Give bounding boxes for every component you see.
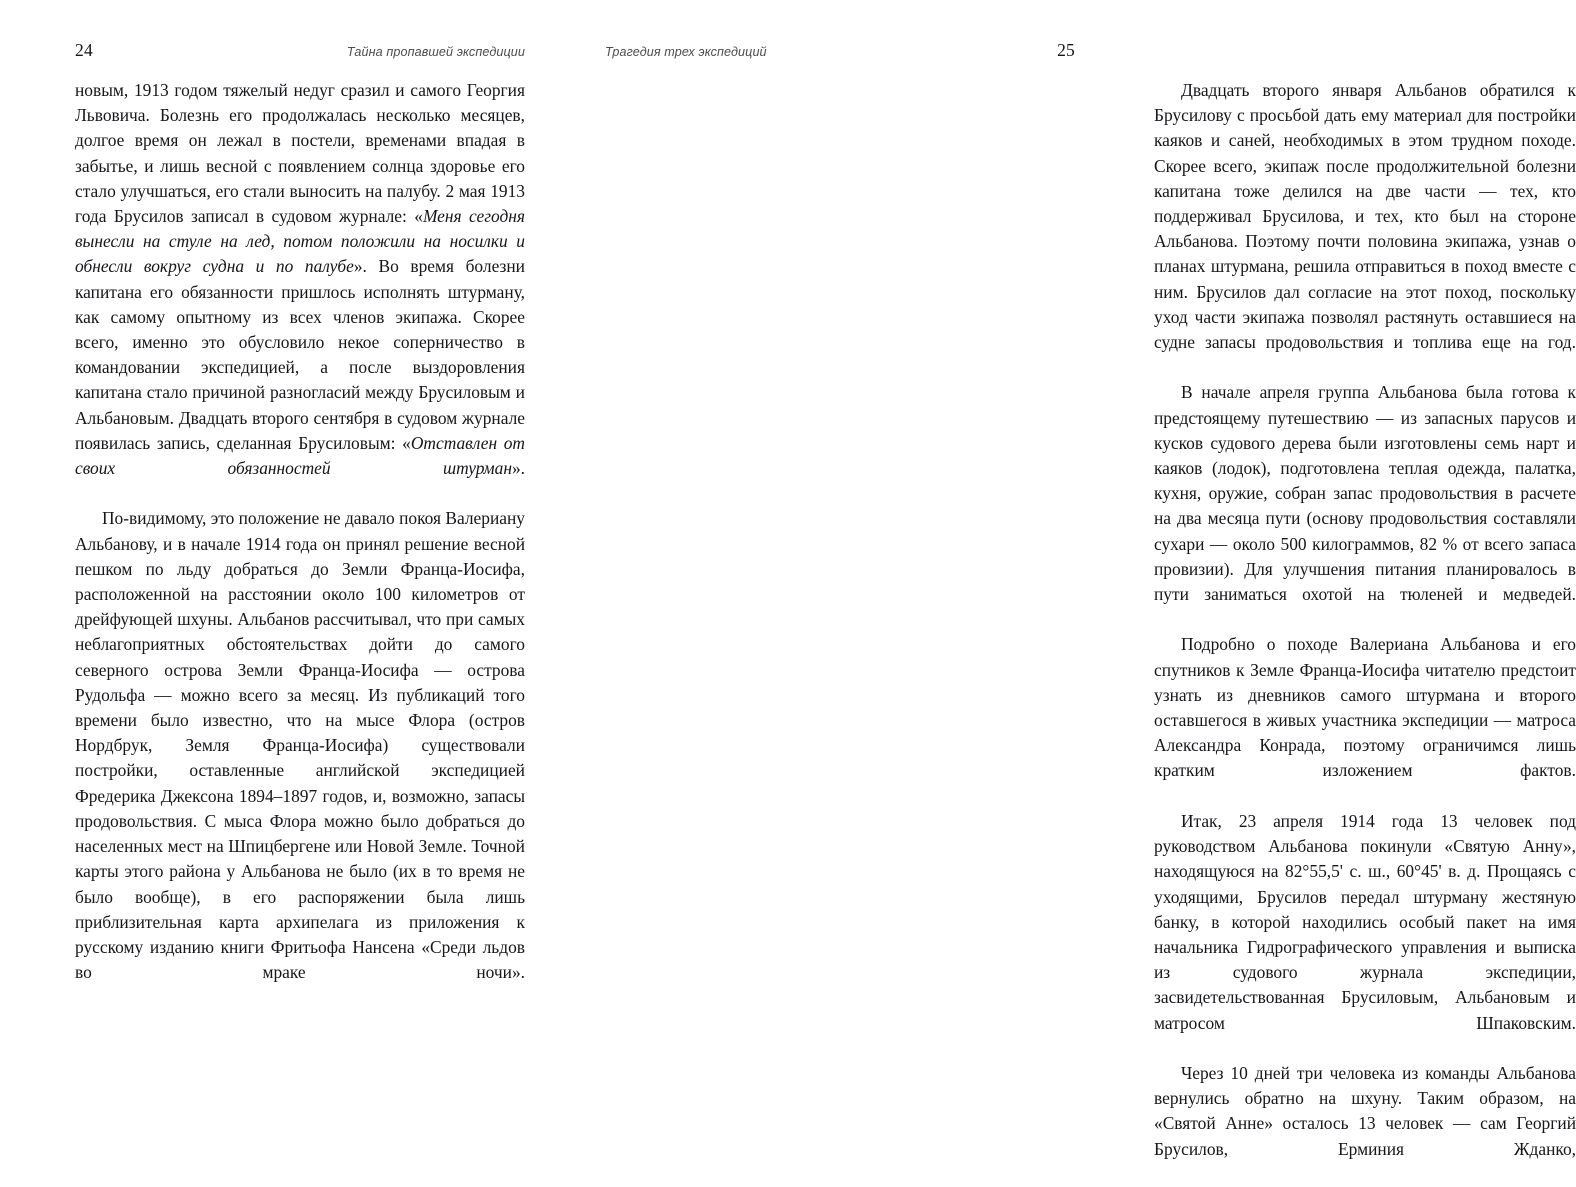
paragraph: новым, 1913 годом тяжелый недуг сразил и самого Георгия Львовича. Болезнь его продолжалась несколько месяцев, долгое время он лежал в постели, временами впадая в забытье, и лишь весной с появлением солнца здоровье его стало улучшаться, его стали выносить на палубу. 2 мая 1913 года Брусилов записал в судовом журнале: «Меня сегодня вынесли на стуле на лед, потом положили на носилки и обнесли вокруг судна и по палубе». Во время болезни капитана его обязанности пришлось исполнять штурману, как самому опытному из всех членов экипажа. Скорее всего, именно это обусловило некое соперничество в командовании экспедицией, а после выздоровления капитана стало причиной разногласий между Брусиловым и Альбановым. Двадцать второго сентября в судовом журнале появилась запись, сделанная Брусиловым: «Отставлен от своих обязанностей штурман». bbox=[75, 80, 525, 479]
page-right bbox=[550, 0, 1576, 1159]
quoted-italic-text: Отставлен от своих обязанностей штурман bbox=[75, 432, 525, 479]
running-head-left bbox=[75, 40, 525, 62]
running-title-right: Трагедия трех экспедиций bbox=[605, 45, 767, 59]
folio-right: 25 bbox=[1057, 40, 1075, 60]
paragraph: В начале апреля группа Альбанова была готова к предстоящему путешествию — из запасных парусов и кусков судового дерева были изготовлены семь нарт и каяков (лодок), подготовлена теплая одежда, палатка, кухня, оружие, собран запас продовольствия в расчете на два месяца пути (основу продовольствия составляли сухари — около 500 килограммов, 82 % от всего запаса провизии). Для улучшения питания планировалось в пути заниматься охотой на тюленей и медведей. bbox=[1154, 382, 1576, 605]
folio-left: 24 bbox=[75, 40, 93, 60]
quoted-italic-text: Меня сегодня вынесли на стуле на лед, потом положили на носилки и обнесли вокруг судна и по палубе bbox=[75, 206, 525, 277]
paragraph: Через 10 дней три человека из команды Альбанова вернулись обратно на шхуну. Таким образом, на «Святой Анне» осталось 13 человек — сам Георгий Брусилов, Ерминия Жданко, bbox=[1154, 1062, 1576, 1159]
paragraph: Итак, 23 апреля 1914 года 13 человек под руководством Альбанова покинули «Святую Анну», находящуюся на 82°55,5' с. ш., 60°45' в. д. Прощаясь с уходящими, Брусилов передал штурману жестяную банку, в которой находились особый пакет на имя начальника Гидрографического управления и выписка из судового журнала экспедиции, засвидетельствованная Брусиловым, Альбановым и матросом Шпаковским. bbox=[1154, 810, 1576, 1033]
text-column-left bbox=[75, 78, 525, 1011]
running-head-right bbox=[605, 40, 1075, 62]
page-left bbox=[0, 0, 550, 983]
text-column-right bbox=[1154, 78, 1576, 1187]
running-title-left: Тайна пропавшей экспедиции bbox=[346, 45, 525, 59]
paragraph: По-видимому, это положение не давало покоя Валериану Альбанову, и в начале 1914 года он принял решение весной пешком по льду добраться до Земли Франца-Иосифа, расположенной на расстоянии около 100 километров от дрейфующей шхуны. Альбанов рассчитывал, что при самых неблагоприятных обстоятельствах дойти до самого северного острова Земли Франца-Иосифа — острова Рудольфа — можно всего за месяц. Из публикаций того времени было известно, что на мысе Флора (остров Нордбрук, Земля Франца-Иосифа) существовали постройки, оставленные английской экспедицией Фредерика Джексона 1894–1897 годов, и, возможно, запасы продовольствия. С мыса Флора можно было добраться до населенных мест на Шпицбергене или Новой Земле. Точной карты этого района у Альбанова не было (их в то время не было вообще), в его распоряжении была лишь приблизительная карта архипелага из приложения к русскому изданию книги Фритьофа Нансена «Среди льдов во мраке ночи». bbox=[75, 508, 525, 983]
paragraph: Подробно о походе Валериана Альбанова и его спутников к Земле Франца-Иосифа читателю предстоит узнать из дневников самого штурмана и второго оставшегося в живых участника экспедиции — матроса Александра Конрада, поэтому ограничимся лишь кратким изложением фактов. bbox=[1154, 634, 1576, 781]
paragraph: Двадцать второго января Альбанов обратился к Брусилову с просьбой дать ему материал для постройки каяков и саней, необходимых в этом трудном походе. Скорее всего, экипаж после продолжительной болезни капитана тоже делился на две части — тех, кто поддерживал Брусилова, и тех, кто был на стороне Альбанова. Поэтому почти половина экипажа, узнав о планах штурмана, решила отправиться в поход вместе с ним. Брусилов дал согласие на этот поход, поскольку уход части экипажа позволял растянуть оставшиеся на судне запасы продовольствия и топлива еще на год. bbox=[1154, 80, 1576, 353]
